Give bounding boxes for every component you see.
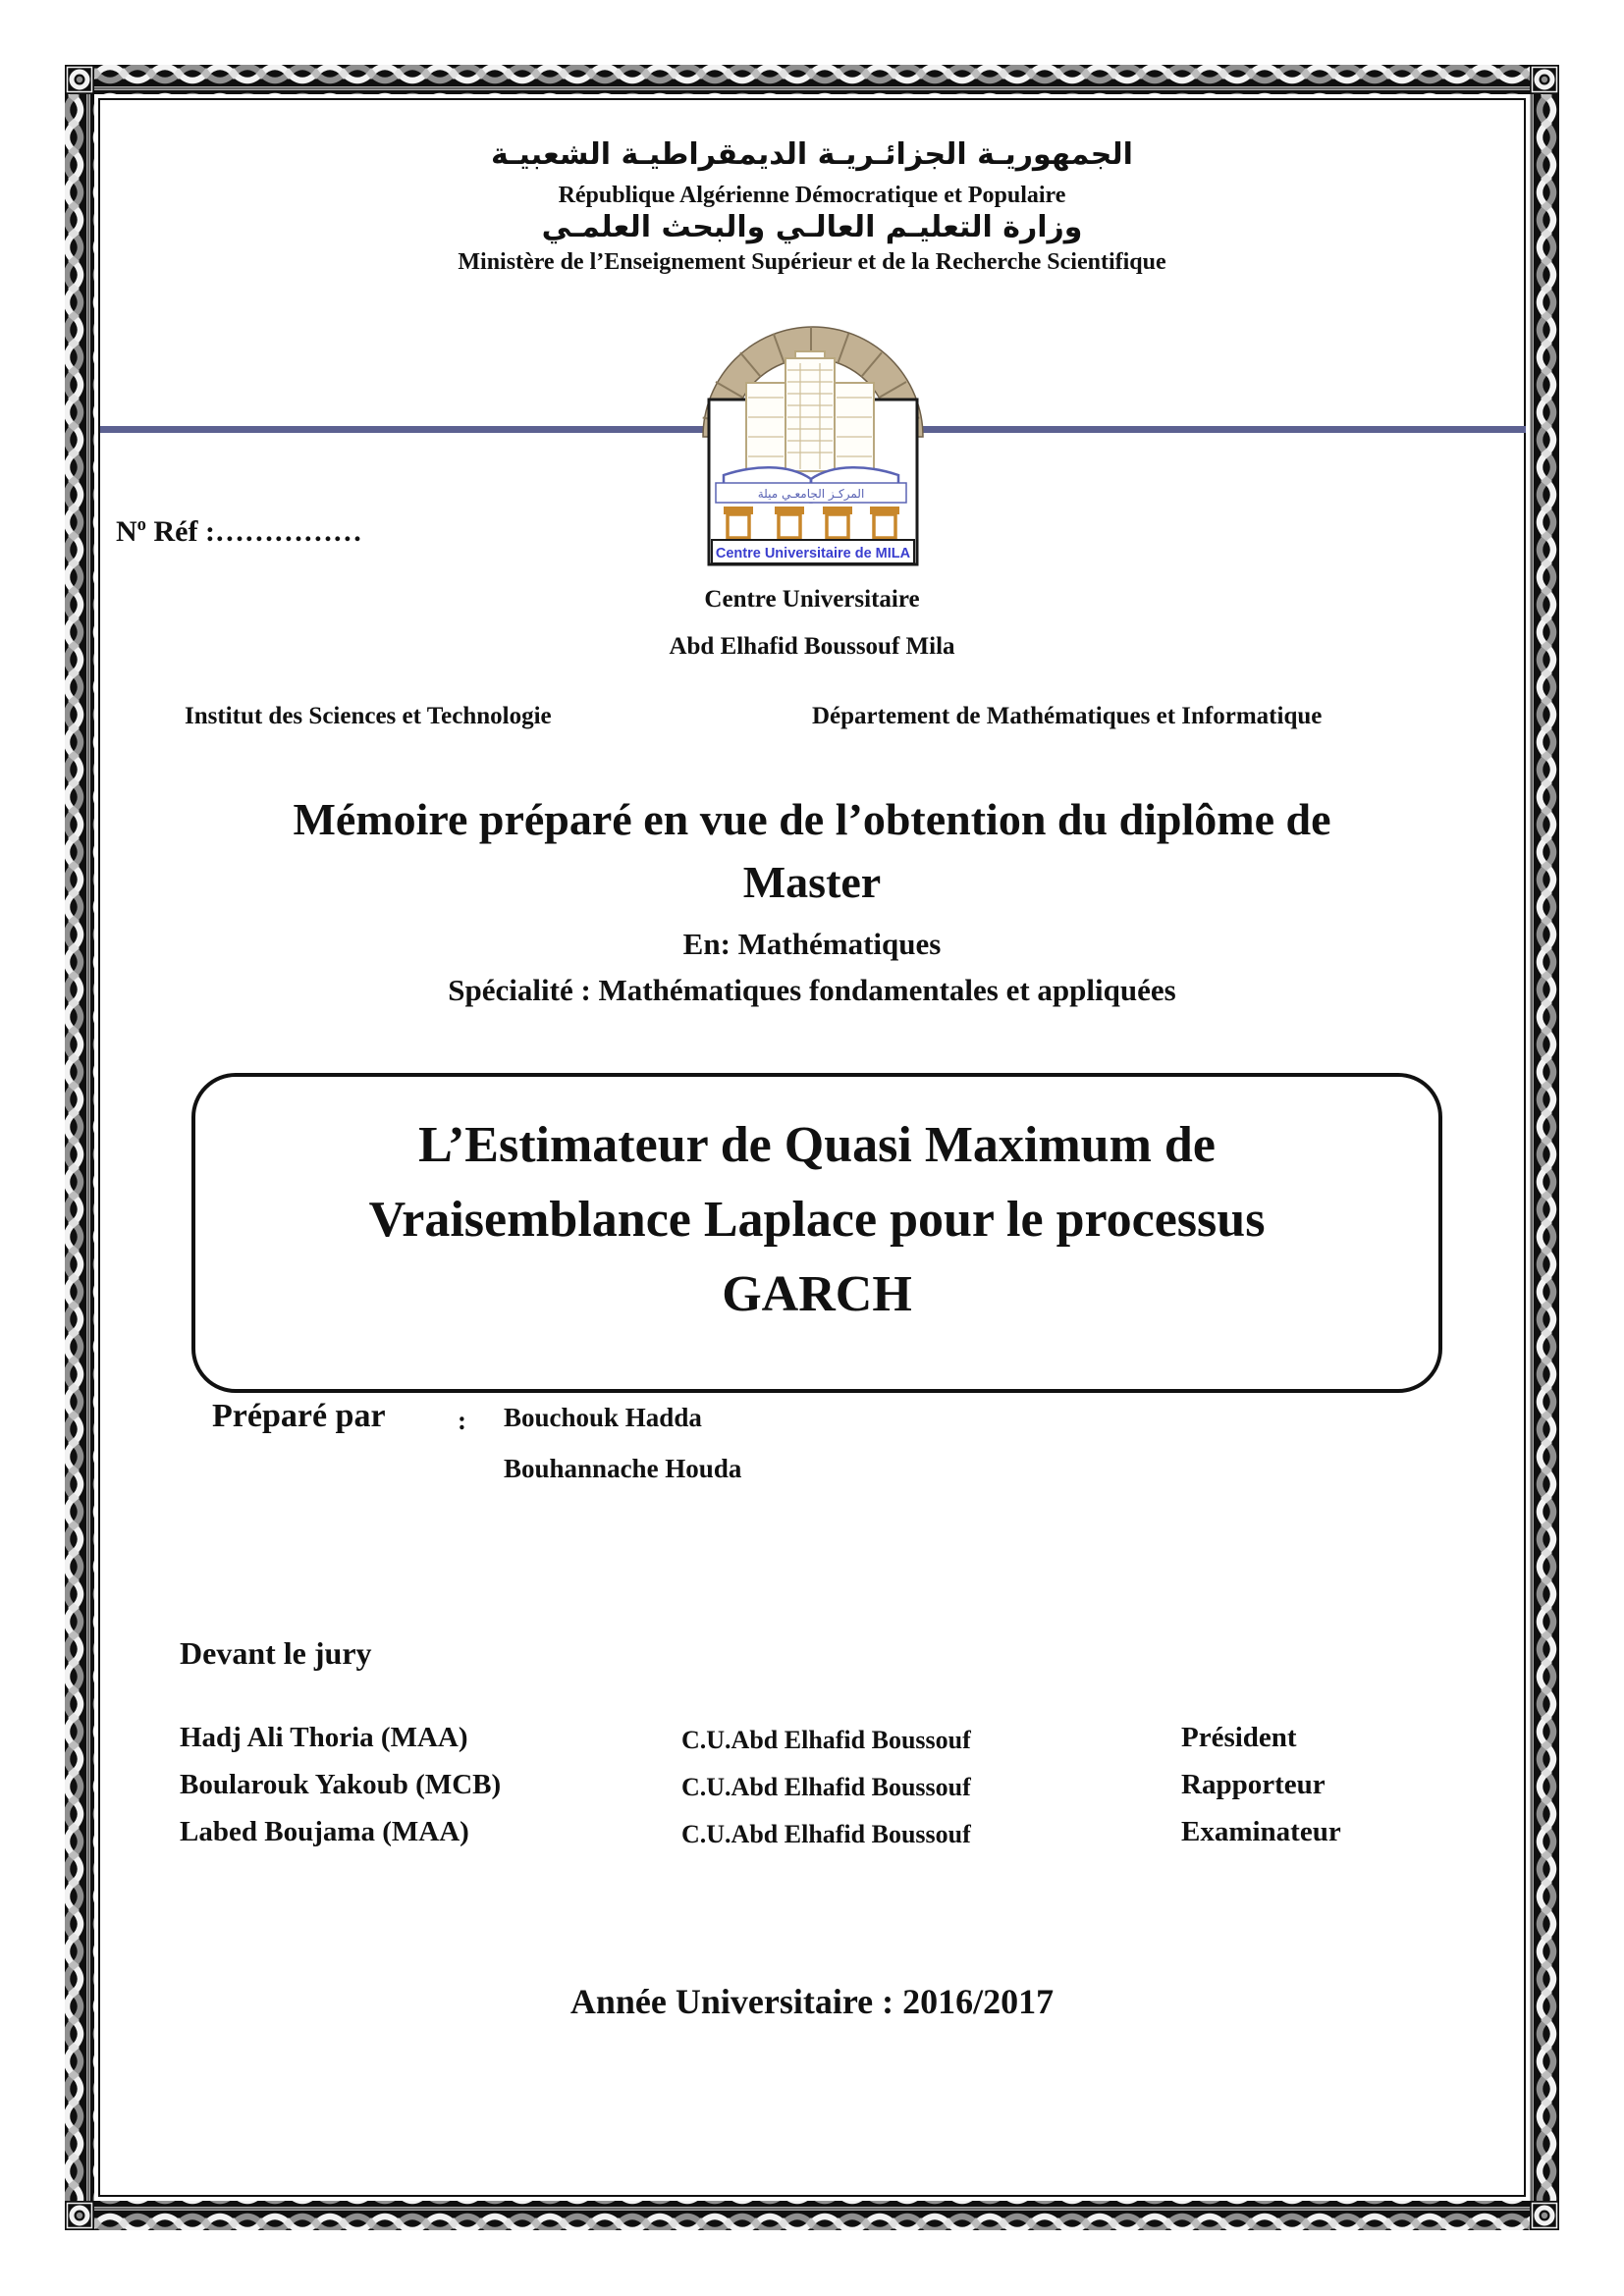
- jury-member-affiliation: C.U.Abd Elhafid Boussouf: [681, 1820, 971, 1848]
- degree-field: En: Mathématiques: [682, 927, 942, 961]
- thesis-title-line3: GARCH: [722, 1266, 912, 1322]
- jury-member-name: Labed Boujama (MAA): [180, 1816, 469, 1847]
- header-french-ministry: Ministère de l’Enseignement Supérieur et de la Recherche Scientifique: [458, 249, 1166, 275]
- logo-arabic-banner: [716, 483, 906, 503]
- ref-superscript: o: [136, 514, 146, 535]
- academic-year: Année Universitaire : 2016/2017: [569, 1982, 1055, 2021]
- logo-arabic-text: المركـز الجامعـي ميلة: [757, 487, 865, 501]
- thesis-title-line2: Vraisemblance Laplace pour le processus: [368, 1192, 1266, 1248]
- institute-label: Institut des Sciences et Technologie: [185, 703, 552, 729]
- degree-speciality: Spécialité : Mathématiques fondamentales et appliquées: [448, 973, 1176, 1007]
- thesis-title-line1: L’Estimateur de Quasi Maximum de: [418, 1117, 1216, 1173]
- institution-name-line1: Centre Universitaire: [704, 586, 920, 613]
- jury-member-role: Président: [1181, 1722, 1297, 1753]
- ref-suffix: Réf :……………: [145, 515, 362, 548]
- header-french-republic: République Algérienne Démocratique et Populaire: [558, 183, 1066, 208]
- ref-prefix: N: [116, 515, 137, 548]
- author-name-2: Bouhannache Houda: [504, 1454, 742, 1483]
- jury-member-name: Boularouk Yakoub (MCB): [180, 1769, 502, 1800]
- department-label: Département de Mathématiques et Informatique: [812, 703, 1323, 729]
- jury-heading: Devant le jury: [180, 1635, 372, 1671]
- jury-member-role: Rapporteur: [1181, 1769, 1326, 1800]
- institution-name-line2: Abd Elhafid Boussouf Mila: [669, 633, 955, 660]
- jury-member-affiliation: C.U.Abd Elhafid Boussouf: [681, 1726, 971, 1754]
- thesis-title-box: [191, 1073, 1442, 1393]
- prepared-by-colon: :: [458, 1406, 466, 1435]
- jury-member-affiliation: C.U.Abd Elhafid Boussouf: [681, 1773, 971, 1801]
- jury-member-name: Hadj Ali Thoria (MAA): [180, 1722, 468, 1753]
- header-arabic-ministry: وزارة التعليـم العالـي والبحث العلمـي: [541, 210, 1083, 244]
- university-logo: [682, 324, 928, 569]
- prepared-by-label: Préparé par: [212, 1398, 386, 1434]
- logo-name-banner: [712, 540, 914, 563]
- author-name-1: Bouchouk Hadda: [504, 1403, 702, 1432]
- degree-statement-line2: Master: [742, 857, 882, 907]
- logo-name-text: Centre Universitaire de MILA: [715, 546, 911, 561]
- header-arabic-republic: الجمهوريـة الجزائـريـة الديمقراطيـة الشعبيـة: [491, 137, 1133, 172]
- jury-member-role: Examinateur: [1181, 1816, 1341, 1847]
- degree-statement-line1: Mémoire préparé en vue de l’obtention du diplôme de: [293, 794, 1331, 844]
- ref-number: [116, 514, 362, 549]
